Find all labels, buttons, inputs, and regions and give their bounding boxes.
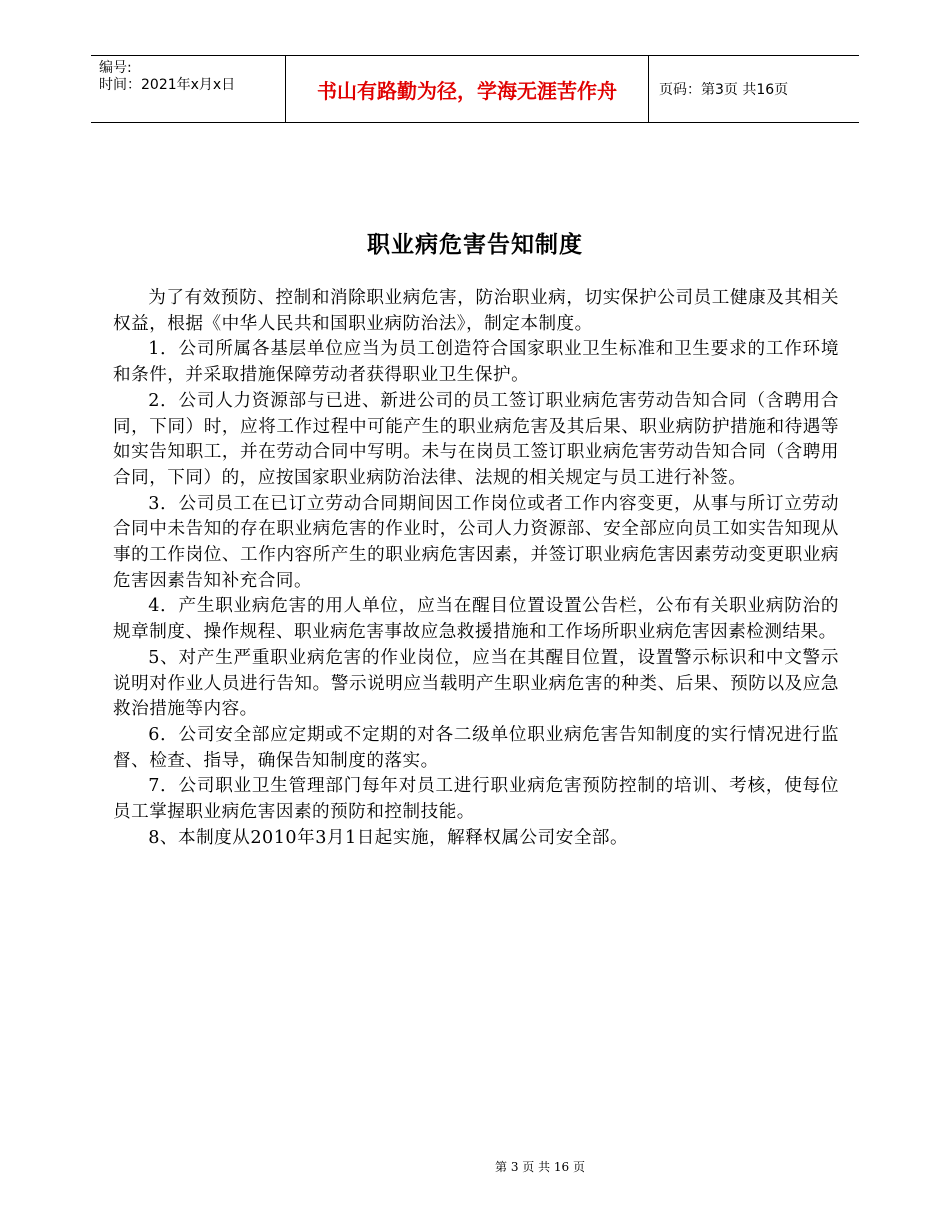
paragraph-6: 6．公司安全部应定期或不定期的对各二级单位职业病危害告知制度的实行情况进行监督、检查、指导，确保告知制度的落实。 xyxy=(113,724,839,771)
document-number-label: 编号: xyxy=(99,60,132,76)
page-header xyxy=(91,55,859,123)
paragraph-5: 5、对产生严重职业病危害的作业岗位，应当在其醒目位置，设置警示标识和中文警示说明对作业人员进行告知。警示说明应当载明产生职业病危害的种类、后果、预防以及应急救治措施等内容。 xyxy=(113,647,839,720)
paragraph-8: 8、本制度从2010年3月1日起实施，解释权属公司安全部。 xyxy=(148,827,629,848)
page-footer: 第 3 页 共 16 页 xyxy=(495,1160,585,1174)
paragraph-3: 3．公司员工在已订立劳动合同期间因工作岗位或者工作内容变更，从事与所订立劳动合同中未告知的存在职业病危害的作业时，公司人力资源部、安全部应向员工如实告知现从事的工作岗位、工作内容所产生的职业病危害因素，并签订职业病危害因素劳动变更职业病危害因素告知补充合同。 xyxy=(113,493,839,591)
header-motto: 书山有路勤为径，学海无涯苦作舟 xyxy=(286,56,649,122)
paragraph-4: 4．产生职业病危害的用人单位，应当在醒目位置设置公告栏，公布有关职业病防治的规章制度、操作规程、职业病危害事故应急救援措施和工作场所职业病危害因素检测结果。 xyxy=(113,596,839,643)
paragraph-7: 7．公司职业卫生管理部门每年对员工进行职业病危害预防控制的培训、考核，使每位员工掌握职业病危害因素的预防和控制技能。 xyxy=(113,776,839,823)
document-body xyxy=(113,286,839,851)
paragraph-intro: 为了有效预防、控制和消除职业病危害，防治职业病，切实保护公司员工健康及其相关权益，根据《中华人民共和国职业病防治法》，制定本制度。 xyxy=(113,288,839,334)
header-meta xyxy=(91,56,286,122)
document-title: 职业病危害告知制度 xyxy=(367,232,583,258)
header-page-info: 页码：第3页 共16页 xyxy=(659,82,789,98)
paragraph-1: 1．公司所属各基层单位应当为员工创造符合国家职业卫生标准和卫生要求的工作环境和条件，并采取措施保障劳动者获得职业卫生保护。 xyxy=(113,339,839,386)
paragraph-2: 2．公司人力资源部与已进、新进公司的员工签订职业病危害劳动告知合同（含聘用合同，下同）时，应将工作过程中可能产生的职业病危害及其后果、职业病防护措施和待遇等如实告知职工，并在劳动合同中写明。未与在岗员工签订职业病危害劳动告知合同（含聘用合同，下同）的，应按国家职业病防治法律、法规的相关规定与员工进行补签。 xyxy=(113,390,839,488)
document-time-label: 时间：2021年x月x日 xyxy=(99,77,236,93)
